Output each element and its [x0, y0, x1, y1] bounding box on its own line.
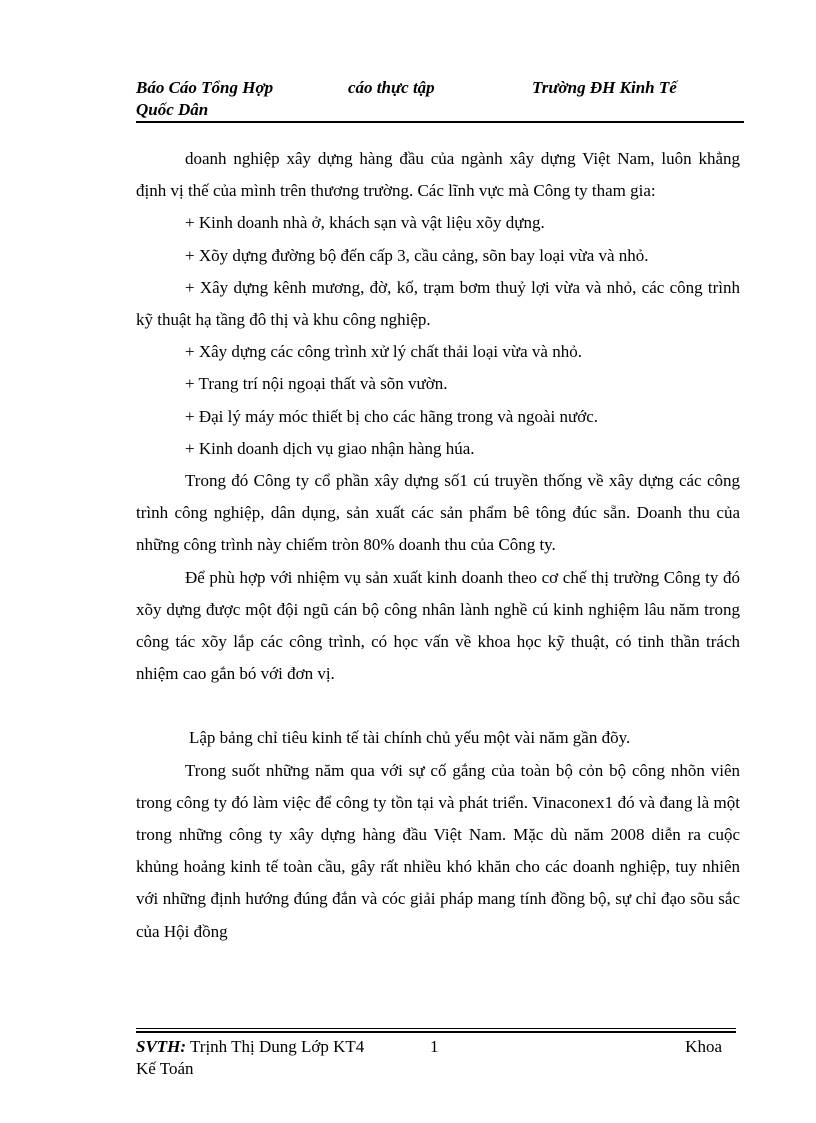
document-body — [136, 143, 740, 948]
footer-faculty-label: Khoa — [685, 1037, 722, 1056]
section-heading: Lập bảng chỉ tiêu kinh tế tài chính chủ yếu một vài năm gần đõy. — [189, 728, 631, 748]
paragraph-4: Trong suốt những năm qua với sự cố gắng của toàn bộ cỏn bộ công nhõn viên trong công ty đó làm việc để công ty tồn tại và phát triển. Vinaconex1 đó và đang là một trong những công ty xây dựng hàng đầu Việt Nam. Mặc dù năm 2008 diễn ra cuộc khủng hoảng kinh tế toàn cầu, gây rất nhiều khó khăn cho các doanh nghiệp, tuy nhiên với những định hướng đúng đắn và cóc giải pháp mang tính đồng bộ, sự chỉ đạo sõu sắc của Hội đồng — [136, 760, 740, 941]
header-report-subtitle: cáo thực tập — [348, 78, 435, 97]
footer-line-2: Kế Toán — [136, 1059, 194, 1078]
footer-divider-thin — [136, 1028, 736, 1029]
list-item-3: + Xây dựng kênh mương, đờ, kố, trạm bơm thuỷ lợi vừa và nhỏ, các công trình kỹ thuật hạ tầng đô thị và khu công nghiệp. — [136, 277, 740, 330]
header-divider — [136, 121, 744, 123]
paragraph-3: Để phù hợp với nhiệm vụ sản xuất kinh doanh theo cơ chế thị trường Công ty đó xõy dựng được một đội ngũ cán bộ công nhân lành nghề cú kinh nghiệm lâu năm trong công tác xõy lắp các công trình, có học vấn về khoa học kỹ thuật, có tinh thần trách nhiệm cao gắn bó với đơn vị. — [136, 567, 740, 684]
footer-svth-label: SVTH: — [136, 1037, 187, 1056]
list-item-1: + Kinh doanh nhà ở, khách sạn và vật liệu xõy dựng. — [185, 213, 545, 233]
page-header — [136, 78, 744, 124]
paragraph-1: doanh nghiệp xây dựng hàng đầu của ngành xây dựng Việt Nam, luôn khẳng định vị thế của mình trên thương trường. Các lĩnh vực mà Công ty tham gia: — [136, 149, 740, 201]
page-footer — [136, 1036, 736, 1080]
footer-student-info: Trịnh Thị Dung Lớp KT4 — [186, 1037, 365, 1056]
header-university: Trường ĐH Kinh Tế — [532, 78, 677, 97]
footer-divider-thick — [136, 1031, 736, 1033]
paragraph-2: Trong đó Công ty cổ phần xây dựng số1 cú truyền thống về xây dựng các công trình công nghiệp, dân dụng, sản xuất các sản phẩm bê tông đúc sẵn. Doanh thu của những công trình này chiếm tròn 80% doanh thu của Công ty. — [136, 471, 740, 555]
page-number: 1 — [430, 1037, 439, 1056]
list-item-2: + Xõy dựng đường bộ đến cấp 3, cầu cảng, sõn bay loại vừa và nhỏ. — [185, 245, 649, 265]
list-item-7: + Kinh doanh dịch vụ giao nhận hàng húa. — [185, 438, 475, 458]
header-university-line2: Quốc Dân — [136, 100, 209, 119]
list-item-5: + Trang trí nội ngoại thất và sõn vườn. — [185, 374, 448, 394]
footer-line-1 — [136, 1036, 736, 1058]
header-report-title: Báo Cáo Tổng Hợp — [136, 78, 274, 97]
list-item-4: + Xây dựng các công trình xử lý chất thải loại vừa và nhỏ. — [185, 342, 582, 362]
list-item-6: + Đại lý máy móc thiết bị cho các hãng trong và ngoài nước. — [185, 406, 599, 426]
